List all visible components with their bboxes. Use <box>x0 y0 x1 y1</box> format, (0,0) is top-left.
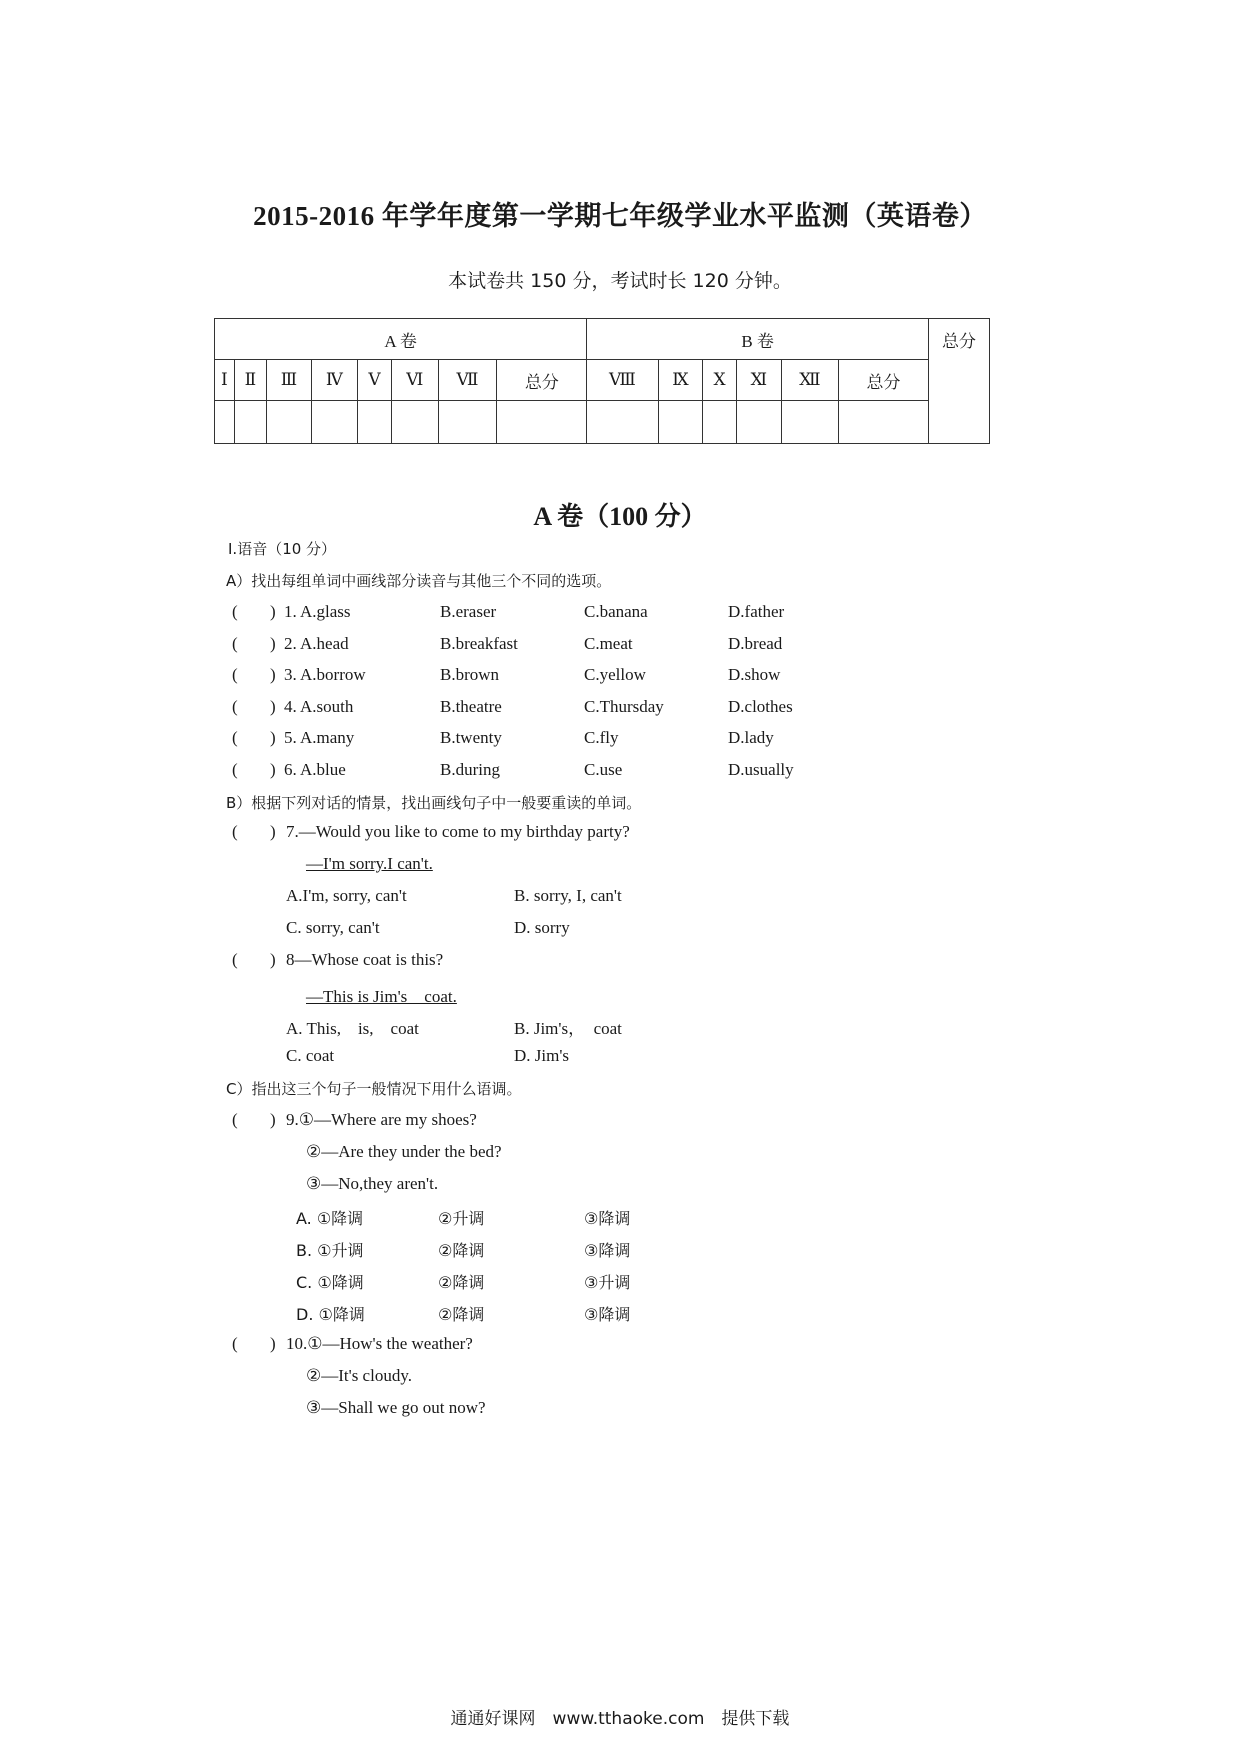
option-b: B.brown <box>440 665 500 685</box>
answer-paren: ( <box>232 728 238 748</box>
answer-paren-close: ) <box>270 1110 276 1129</box>
answer-paren: ( <box>232 1110 238 1129</box>
section-a-title: A 卷（100 分） <box>533 502 707 531</box>
option-b: B.breakfast <box>440 633 518 653</box>
question-number: 4. <box>284 696 297 716</box>
q8-option-d: D. Jim's <box>514 1046 570 1065</box>
q9-line1: 9.①—Where are my shoes? <box>286 1110 477 1129</box>
exam-title: 2015-2016 年学年度第一学期七年级学业水平监测（英语卷） <box>253 201 987 231</box>
q9-option-cell: ③降调 <box>584 1241 631 1260</box>
option-c: C.banana <box>584 602 648 621</box>
col-header: Ⅷ <box>587 360 658 401</box>
col-header: Ⅻ <box>781 360 838 401</box>
option-d: D.father <box>728 602 785 621</box>
answer-paren-close: ) <box>270 1334 276 1353</box>
option-d: D.usually <box>728 760 794 779</box>
col-header: Ⅸ <box>658 360 703 401</box>
option-c: C.use <box>584 760 623 779</box>
q9-line3: ③—No,they aren't. <box>306 1174 439 1193</box>
option-a: A.blue <box>300 760 346 779</box>
option-d: D.bread <box>728 633 783 653</box>
option-c: C.yellow <box>584 665 646 685</box>
answer-paren-close: ) <box>270 602 276 621</box>
footer-watermark: 通通好课网 www.tthaoke.com 提供下载 <box>450 1709 790 1729</box>
score-cell[interactable] <box>839 401 929 444</box>
q7-option-a: A.I'm, sorry, can't <box>286 886 407 905</box>
q9-option-cell: ②降调 <box>438 1241 485 1260</box>
part-a-instruction: A）找出每组单词中画线部分读音与其他三个不同的选项。 <box>226 572 612 590</box>
q8-option-a: A. This, is, coat <box>286 1019 419 1038</box>
answer-paren-close: ) <box>270 665 276 685</box>
answer-paren: ( <box>232 950 238 969</box>
col-header: Ⅲ <box>267 360 312 401</box>
answer-paren: ( <box>232 665 238 685</box>
answer-paren-close: ) <box>270 633 276 653</box>
option-a: A.south <box>300 696 354 716</box>
part-c-instruction: C）指出这三个句子一般情况下用什么语调。 <box>226 1080 522 1098</box>
col-header: Ⅳ <box>311 360 357 401</box>
q7-option-c: C. sorry, can't <box>286 918 380 937</box>
option-d: D.lady <box>728 728 774 748</box>
question-number: 2. <box>284 633 297 653</box>
q8-stem: 8—Whose coat is this? <box>286 950 444 969</box>
score-cell[interactable] <box>587 401 658 444</box>
q10-line2: ②—It's cloudy. <box>306 1366 412 1385</box>
col-header: 总分 <box>497 360 587 401</box>
question-number: 3. <box>284 665 297 685</box>
option-a: A.head <box>300 633 349 653</box>
question-number: 5. <box>284 728 297 748</box>
option-c: C.meat <box>584 633 633 653</box>
b-section-header: B 卷 <box>587 319 929 360</box>
option-b: B.eraser <box>440 602 497 621</box>
option-b: B.twenty <box>440 728 502 748</box>
q7-stem: 7.—Would you like to come to my birthday party? <box>286 822 630 841</box>
score-cell[interactable] <box>438 401 497 444</box>
q7-option-d: D. sorry <box>514 918 570 937</box>
score-cell[interactable] <box>781 401 838 444</box>
option-c: C.fly <box>584 728 619 748</box>
option-a: A.many <box>300 728 355 748</box>
q7-reply: —I'm sorry.I can't. <box>306 854 433 873</box>
col-header: Ⅰ <box>215 360 235 401</box>
option-c: C.Thursday <box>584 696 664 716</box>
q8-option-c: C. coat <box>286 1046 335 1065</box>
score-cell[interactable] <box>234 401 266 444</box>
q9-line2: ②—Are they under the bed? <box>306 1142 502 1161</box>
question-number: 1. <box>284 602 297 621</box>
q9-option-cell: ②降调 <box>438 1305 485 1324</box>
answer-paren-close: ) <box>270 950 276 969</box>
col-header: Ⅺ <box>736 360 781 401</box>
question-number: 6. <box>284 760 297 779</box>
part1-title: Ⅰ.语音（10 分） <box>228 540 337 558</box>
score-cell[interactable] <box>357 401 391 444</box>
q9-option-cell: ②降调 <box>438 1273 485 1292</box>
grand-total-header: 总分 <box>929 319 990 444</box>
col-header: Ⅴ <box>357 360 391 401</box>
answer-paren-close: ) <box>270 822 276 841</box>
q8-option-b: B. Jim's， coat <box>514 1019 622 1038</box>
score-cell[interactable] <box>267 401 312 444</box>
answer-paren: ( <box>232 696 238 716</box>
option-a: A.glass <box>300 602 351 621</box>
answer-paren: ( <box>232 822 238 841</box>
answer-paren-close: ) <box>270 760 276 779</box>
col-header: 总分 <box>839 360 929 401</box>
q9-option-cell: A. ①降调 <box>296 1209 364 1228</box>
q9-option-cell: ③降调 <box>584 1305 631 1324</box>
option-b: B.during <box>440 760 500 779</box>
option-b: B.theatre <box>440 696 502 716</box>
a-section-header: A 卷 <box>215 319 587 360</box>
answer-paren: ( <box>232 633 238 653</box>
answer-paren-close: ) <box>270 696 276 716</box>
col-header: Ⅶ <box>438 360 497 401</box>
answer-paren: ( <box>232 1334 238 1353</box>
score-table <box>214 318 990 444</box>
score-cell[interactable] <box>392 401 438 444</box>
score-cell[interactable] <box>497 401 587 444</box>
col-header: Ⅱ <box>234 360 266 401</box>
option-d: D.clothes <box>728 696 793 716</box>
score-cell[interactable] <box>736 401 781 444</box>
part-b-instruction: B）根据下列对话的情景，找出画线句子中一般要重读的单词。 <box>226 794 642 812</box>
score-cell[interactable] <box>215 401 235 444</box>
option-d: D.show <box>728 665 781 685</box>
col-header: Ⅹ <box>703 360 737 401</box>
exam-subtitle: 本试卷共 150 分，考试时长 120 分钟。 <box>448 270 792 292</box>
q10-line3: ③—Shall we go out now? <box>306 1398 486 1417</box>
answer-paren: ( <box>232 760 238 779</box>
col-header: Ⅵ <box>392 360 438 401</box>
q9-option-cell: ②升调 <box>438 1209 485 1228</box>
q9-option-cell: D. ①降调 <box>296 1305 365 1324</box>
q9-option-cell: C. ①降调 <box>296 1273 364 1292</box>
q9-option-cell: ③升调 <box>584 1273 631 1292</box>
q10-line1: 10.①—How's the weather? <box>286 1334 473 1353</box>
q9-option-cell: ③降调 <box>584 1209 631 1228</box>
q7-option-b: B. sorry, I, can't <box>514 886 622 905</box>
q9-option-cell: B. ①升调 <box>296 1241 364 1260</box>
answer-paren-close: ) <box>270 728 276 748</box>
option-a: A.borrow <box>300 665 366 685</box>
score-cell[interactable] <box>703 401 737 444</box>
answer-paren: ( <box>232 602 238 621</box>
score-cell[interactable] <box>658 401 703 444</box>
q8-reply: —This is Jim's coat. <box>306 987 457 1006</box>
score-cell[interactable] <box>311 401 357 444</box>
